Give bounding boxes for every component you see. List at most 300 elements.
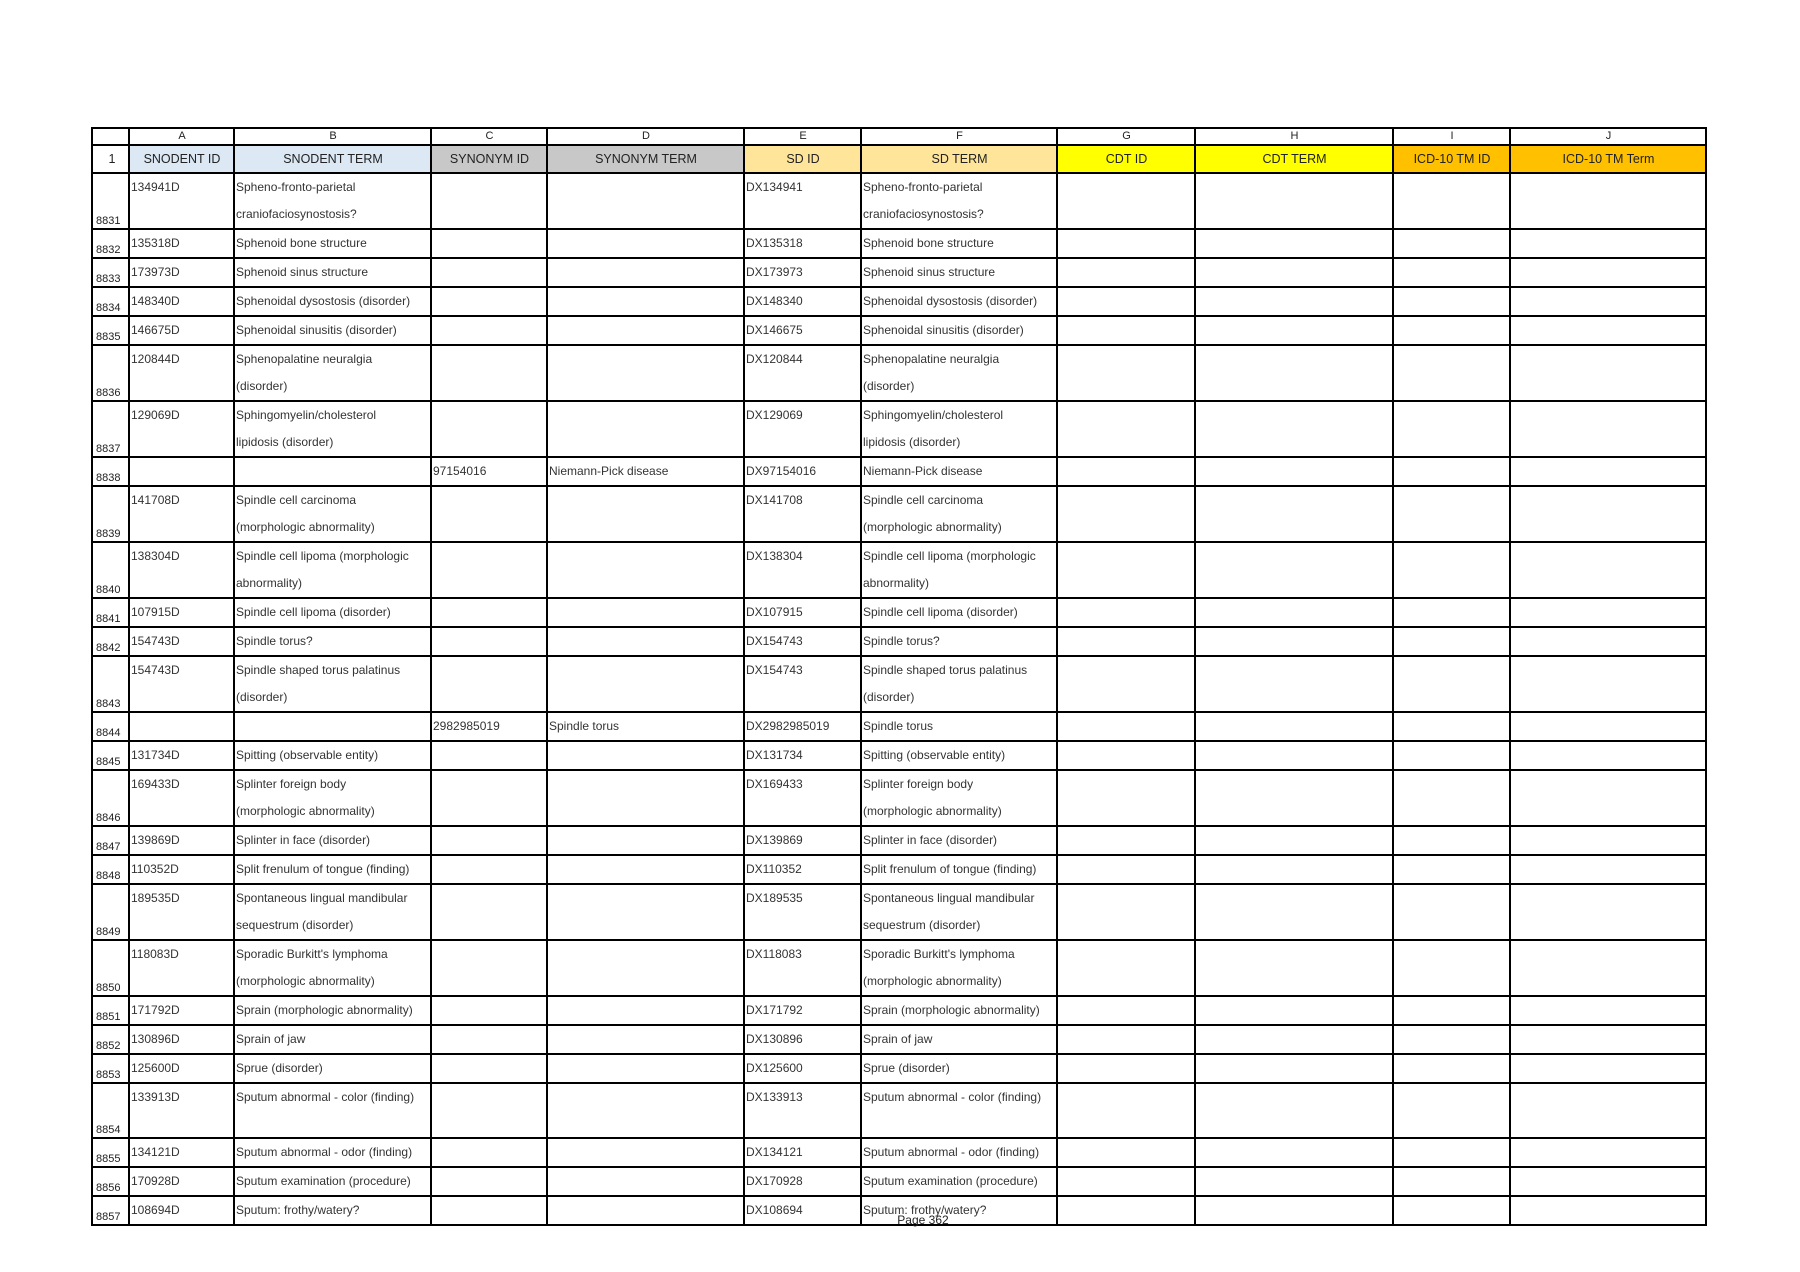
cdt-id-cell[interactable] xyxy=(1057,486,1195,542)
sd-term-cell[interactable] xyxy=(861,1083,1057,1138)
sd-id-cell[interactable] xyxy=(744,656,861,712)
icd10-tm-id-cell[interactable] xyxy=(1393,173,1510,229)
snodent-id-cell[interactable] xyxy=(129,287,234,316)
cdt-term-cell[interactable] xyxy=(1195,1083,1393,1138)
snodent-term-cell[interactable] xyxy=(234,316,431,345)
icd10-tm-term-cell[interactable] xyxy=(1510,1054,1706,1083)
synonym-term-cell[interactable] xyxy=(547,457,744,486)
sd-term-cell[interactable] xyxy=(861,770,1057,826)
snodent-term-cell[interactable] xyxy=(234,1083,431,1138)
icd10-tm-id-cell[interactable] xyxy=(1393,712,1510,741)
icd10-tm-id-cell[interactable] xyxy=(1393,345,1510,401)
sd-id-cell[interactable] xyxy=(744,884,861,940)
snodent-term-cell[interactable] xyxy=(234,287,431,316)
snodent-id-cell[interactable] xyxy=(129,486,234,542)
synonym-id-cell[interactable] xyxy=(431,1054,547,1083)
table-row xyxy=(92,542,1706,598)
icd10-tm-id-cell[interactable] xyxy=(1393,598,1510,627)
column-letter-i[interactable]: I xyxy=(1393,128,1510,145)
snodent-id-cell[interactable] xyxy=(129,457,234,486)
row-number: 8842 xyxy=(92,627,129,656)
synonym-term-cell[interactable] xyxy=(547,316,744,345)
icd10-tm-term-cell[interactable] xyxy=(1510,486,1706,542)
cdt-id-cell[interactable] xyxy=(1057,173,1195,229)
snodent-id-cell[interactable] xyxy=(129,712,234,741)
synonym-term-cell[interactable] xyxy=(547,996,744,1025)
cdt-id-cell[interactable] xyxy=(1057,345,1195,401)
sd-term-line: Spitting (observable entity) xyxy=(863,748,1006,762)
icd10-tm-term-cell[interactable] xyxy=(1510,940,1706,996)
snodent-id-cell[interactable] xyxy=(129,741,234,770)
synonym-id-cell[interactable] xyxy=(431,1083,547,1138)
snodent-id-cell[interactable] xyxy=(129,1138,234,1167)
snodent-term-cell[interactable] xyxy=(234,542,431,598)
cdt-term-cell[interactable] xyxy=(1195,627,1393,656)
synonym-term-cell[interactable] xyxy=(547,826,744,855)
icd10-tm-id-cell[interactable] xyxy=(1393,1025,1510,1054)
snodent-id-cell[interactable] xyxy=(129,656,234,712)
icd10-tm-id-cell[interactable] xyxy=(1393,229,1510,258)
snodent-term-line: Sputum abnormal - odor (finding) xyxy=(236,1145,413,1159)
column-letter-j[interactable]: J xyxy=(1510,128,1706,145)
synonym-id-cell[interactable] xyxy=(431,741,547,770)
sd-id-cell[interactable] xyxy=(744,1138,861,1167)
synonym-id-cell[interactable] xyxy=(431,855,547,884)
cdt-term-cell[interactable] xyxy=(1195,1167,1393,1196)
synonym-term-cell[interactable] xyxy=(547,855,744,884)
synonym-term-cell[interactable] xyxy=(547,884,744,940)
icd10-tm-id-cell[interactable] xyxy=(1393,884,1510,940)
row-number: 8838 xyxy=(92,457,129,486)
synonym-term-cell[interactable] xyxy=(547,486,744,542)
sd-id-cell[interactable] xyxy=(744,996,861,1025)
icd10-tm-term-cell[interactable] xyxy=(1510,287,1706,316)
table-row xyxy=(92,457,1706,486)
sd-term-cell[interactable] xyxy=(861,457,1057,486)
snodent-term-line: (disorder) xyxy=(236,379,288,393)
cdt-term-cell[interactable] xyxy=(1195,598,1393,627)
column-letter-e[interactable]: E xyxy=(744,128,861,145)
snodent-term-cell[interactable] xyxy=(234,656,431,712)
sd-term-cell[interactable] xyxy=(861,598,1057,627)
sd-id-cell-text: DX120844 xyxy=(746,352,803,366)
sd-term-line: Sprain (morphologic abnormality) xyxy=(863,1003,1040,1017)
icd10-tm-term-cell[interactable] xyxy=(1510,1138,1706,1167)
snodent-id-cell[interactable] xyxy=(129,1167,234,1196)
icd10-tm-id-cell[interactable] xyxy=(1393,770,1510,826)
cdt-id-cell[interactable] xyxy=(1057,826,1195,855)
cdt-term-cell[interactable] xyxy=(1195,401,1393,457)
icd10-tm-id-cell[interactable] xyxy=(1393,1083,1510,1138)
cdt-term-cell[interactable] xyxy=(1195,656,1393,712)
icd10-tm-term-cell[interactable] xyxy=(1510,457,1706,486)
synonym-id-cell-text: 97154016 xyxy=(433,464,487,478)
cdt-term-cell[interactable] xyxy=(1195,855,1393,884)
snodent-id-cell[interactable] xyxy=(129,884,234,940)
table-row xyxy=(92,1083,1706,1138)
row-number: 8847 xyxy=(92,826,129,855)
cdt-term-cell[interactable] xyxy=(1195,173,1393,229)
synonym-term-cell[interactable] xyxy=(547,287,744,316)
cdt-id-cell[interactable] xyxy=(1057,316,1195,345)
icd10-tm-id-cell[interactable] xyxy=(1393,826,1510,855)
cdt-term-cell[interactable] xyxy=(1195,457,1393,486)
icd10-tm-term-cell[interactable] xyxy=(1510,770,1706,826)
snodent-id-cell[interactable] xyxy=(129,316,234,345)
table-row xyxy=(92,1167,1706,1196)
icd10-tm-term-cell[interactable] xyxy=(1510,1025,1706,1054)
sd-id-cell[interactable] xyxy=(744,1167,861,1196)
icd10-tm-term-cell[interactable] xyxy=(1510,741,1706,770)
icd10-tm-term-cell[interactable] xyxy=(1510,258,1706,287)
snodent-term-cell[interactable] xyxy=(234,1167,431,1196)
sd-term-cell[interactable] xyxy=(861,1138,1057,1167)
sd-term-cell[interactable] xyxy=(861,996,1057,1025)
synonym-id-cell[interactable] xyxy=(431,173,547,229)
snodent-id-cell[interactable] xyxy=(129,826,234,855)
synonym-term-cell[interactable] xyxy=(547,173,744,229)
row-number: 8853 xyxy=(92,1054,129,1083)
cdt-term-cell[interactable] xyxy=(1195,345,1393,401)
sd-id-cell[interactable] xyxy=(744,1083,861,1138)
cdt-term-cell[interactable] xyxy=(1195,542,1393,598)
cdt-term-cell[interactable] xyxy=(1195,996,1393,1025)
snodent-term-cell[interactable] xyxy=(234,741,431,770)
sd-id-cell[interactable] xyxy=(744,855,861,884)
synonym-id-cell[interactable] xyxy=(431,316,547,345)
sd-term-cell[interactable] xyxy=(861,542,1057,598)
icd10-tm-id-cell[interactable] xyxy=(1393,258,1510,287)
synonym-term-cell[interactable] xyxy=(547,940,744,996)
cdt-term-cell[interactable] xyxy=(1195,316,1393,345)
sd-id-cell[interactable] xyxy=(744,229,861,258)
cdt-id-cell[interactable] xyxy=(1057,457,1195,486)
sd-term-cell[interactable] xyxy=(861,1167,1057,1196)
icd10-tm-id-cell[interactable] xyxy=(1393,542,1510,598)
snodent-term-cell[interactable] xyxy=(234,1138,431,1167)
snodent-id-cell-text: 135318D xyxy=(131,236,180,250)
icd10-tm-term-cell[interactable] xyxy=(1510,542,1706,598)
sd-id-cell[interactable] xyxy=(744,770,861,826)
snodent-term-cell[interactable] xyxy=(234,486,431,542)
icd10-tm-term-cell[interactable] xyxy=(1510,316,1706,345)
sd-id-cell[interactable] xyxy=(744,542,861,598)
synonym-id-cell[interactable] xyxy=(431,229,547,258)
icd10-tm-id-cell[interactable] xyxy=(1393,656,1510,712)
icd10-tm-term-cell[interactable] xyxy=(1510,1083,1706,1138)
icd10-tm-id-cell[interactable] xyxy=(1393,287,1510,316)
sd-term-cell[interactable] xyxy=(861,287,1057,316)
row-number: 8851 xyxy=(92,996,129,1025)
sd-id-cell[interactable] xyxy=(744,457,861,486)
sd-term-cell[interactable] xyxy=(861,1025,1057,1054)
snodent-id-cell[interactable] xyxy=(129,1083,234,1138)
synonym-id-cell[interactable] xyxy=(431,486,547,542)
synonym-id-cell[interactable] xyxy=(431,542,547,598)
snodent-term-cell[interactable] xyxy=(234,1054,431,1083)
icd10-tm-id-cell[interactable] xyxy=(1393,401,1510,457)
synonym-id-cell[interactable] xyxy=(431,940,547,996)
sd-id-cell-text: DX2982985019 xyxy=(746,719,830,733)
sd-term-cell[interactable] xyxy=(861,401,1057,457)
snodent-term-cell[interactable] xyxy=(234,770,431,826)
cdt-term-cell[interactable] xyxy=(1195,884,1393,940)
sd-id-cell[interactable] xyxy=(744,627,861,656)
snodent-term-cell[interactable] xyxy=(234,884,431,940)
synonym-term-cell[interactable] xyxy=(547,656,744,712)
snodent-id-cell[interactable] xyxy=(129,996,234,1025)
cdt-id-cell[interactable] xyxy=(1057,258,1195,287)
icd10-tm-id-cell[interactable] xyxy=(1393,486,1510,542)
synonym-term-cell[interactable] xyxy=(547,229,744,258)
sd-id-cell[interactable] xyxy=(744,1025,861,1054)
synonym-id-cell[interactable] xyxy=(431,770,547,826)
synonym-id-cell[interactable] xyxy=(431,996,547,1025)
cdt-term-cell[interactable] xyxy=(1195,258,1393,287)
snodent-id-cell[interactable] xyxy=(129,258,234,287)
sd-id-cell[interactable] xyxy=(744,258,861,287)
icd10-tm-id-cell[interactable] xyxy=(1393,741,1510,770)
snodent-id-cell[interactable] xyxy=(129,940,234,996)
column-header: ICD-10 TM ID xyxy=(1393,145,1510,173)
synonym-term-cell[interactable] xyxy=(547,1083,744,1138)
cdt-id-cell[interactable] xyxy=(1057,598,1195,627)
snodent-id-cell[interactable] xyxy=(129,770,234,826)
synonym-id-cell[interactable] xyxy=(431,712,547,741)
cdt-id-cell[interactable] xyxy=(1057,542,1195,598)
cdt-term-cell[interactable] xyxy=(1195,940,1393,996)
cdt-id-cell[interactable] xyxy=(1057,627,1195,656)
synonym-term-cell[interactable] xyxy=(547,1167,744,1196)
sd-id-cell[interactable] xyxy=(744,826,861,855)
column-header: SD ID xyxy=(744,145,861,173)
snodent-term-line: Spindle cell lipoma (morphologic xyxy=(236,549,409,563)
snodent-term-cell[interactable] xyxy=(234,712,431,741)
synonym-id-cell[interactable] xyxy=(431,345,547,401)
synonym-term-cell[interactable] xyxy=(547,345,744,401)
sd-term-cell[interactable] xyxy=(861,855,1057,884)
icd10-tm-term-cell[interactable] xyxy=(1510,712,1706,741)
icd10-tm-id-cell[interactable] xyxy=(1393,316,1510,345)
column-letter-d[interactable]: D xyxy=(547,128,744,145)
snodent-term-cell[interactable] xyxy=(234,1025,431,1054)
cdt-term-cell[interactable] xyxy=(1195,741,1393,770)
synonym-term-cell[interactable] xyxy=(547,627,744,656)
snodent-id-cell[interactable] xyxy=(129,229,234,258)
synonym-id-cell[interactable] xyxy=(431,401,547,457)
synonym-term-cell[interactable] xyxy=(547,1025,744,1054)
snodent-term-cell[interactable] xyxy=(234,401,431,457)
snodent-term-cell[interactable] xyxy=(234,457,431,486)
icd10-tm-term-cell[interactable] xyxy=(1510,855,1706,884)
synonym-term-cell[interactable] xyxy=(547,770,744,826)
cdt-term-cell[interactable] xyxy=(1195,770,1393,826)
cdt-term-cell[interactable] xyxy=(1195,1054,1393,1083)
cdt-id-cell[interactable] xyxy=(1057,1025,1195,1054)
sd-id-cell[interactable] xyxy=(744,486,861,542)
icd10-tm-term-cell[interactable] xyxy=(1510,401,1706,457)
column-letter-b[interactable]: B xyxy=(234,128,431,145)
sd-term-cell[interactable] xyxy=(861,486,1057,542)
snodent-term-line: lipidosis (disorder) xyxy=(236,435,334,449)
icd10-tm-id-cell[interactable] xyxy=(1393,996,1510,1025)
icd10-tm-term-cell[interactable] xyxy=(1510,826,1706,855)
icd10-tm-id-cell[interactable] xyxy=(1393,855,1510,884)
cdt-id-cell[interactable] xyxy=(1057,940,1195,996)
column-letter-c[interactable]: C xyxy=(431,128,547,145)
icd10-tm-term-cell[interactable] xyxy=(1510,656,1706,712)
cdt-id-cell[interactable] xyxy=(1057,1167,1195,1196)
sd-term-cell[interactable] xyxy=(861,826,1057,855)
icd10-tm-id-cell[interactable] xyxy=(1393,1054,1510,1083)
synonym-term-cell[interactable] xyxy=(547,712,744,741)
snodent-term-cell[interactable] xyxy=(234,173,431,229)
column-letter-g[interactable]: G xyxy=(1057,128,1195,145)
icd10-tm-term-cell[interactable] xyxy=(1510,627,1706,656)
sd-id-cell[interactable] xyxy=(744,287,861,316)
icd10-tm-id-cell[interactable] xyxy=(1393,1167,1510,1196)
icd10-tm-term-cell[interactable] xyxy=(1510,345,1706,401)
sd-id-cell[interactable] xyxy=(744,316,861,345)
icd10-tm-term-cell[interactable] xyxy=(1510,1167,1706,1196)
sd-term-cell[interactable] xyxy=(861,627,1057,656)
sd-term-line: Niemann-Pick disease xyxy=(863,464,983,478)
column-letter-h[interactable]: H xyxy=(1195,128,1393,145)
cdt-id-cell[interactable] xyxy=(1057,1138,1195,1167)
sd-id-cell[interactable] xyxy=(744,940,861,996)
sd-term-cell[interactable] xyxy=(861,229,1057,258)
snodent-id-cell[interactable] xyxy=(129,855,234,884)
cdt-id-cell[interactable] xyxy=(1057,1083,1195,1138)
snodent-term-cell[interactable] xyxy=(234,855,431,884)
cdt-id-cell[interactable] xyxy=(1057,401,1195,457)
snodent-term-line: Sphingomyelin/cholesterol xyxy=(236,408,377,422)
synonym-term-cell[interactable] xyxy=(547,598,744,627)
cdt-id-cell[interactable] xyxy=(1057,712,1195,741)
synonym-id-cell[interactable] xyxy=(431,258,547,287)
sd-id-cell[interactable] xyxy=(744,345,861,401)
sd-term-cell[interactable] xyxy=(861,656,1057,712)
cdt-id-cell[interactable] xyxy=(1057,229,1195,258)
icd10-tm-term-cell[interactable] xyxy=(1510,229,1706,258)
cdt-id-cell[interactable] xyxy=(1057,770,1195,826)
cdt-term-cell[interactable] xyxy=(1195,486,1393,542)
sd-term-cell[interactable] xyxy=(861,258,1057,287)
cdt-term-cell[interactable] xyxy=(1195,1138,1393,1167)
cdt-term-cell[interactable] xyxy=(1195,712,1393,741)
cdt-term-cell[interactable] xyxy=(1195,1025,1393,1054)
sd-id-cell[interactable] xyxy=(744,598,861,627)
synonym-id-cell[interactable] xyxy=(431,598,547,627)
snodent-id-cell[interactable] xyxy=(129,1054,234,1083)
snodent-id-cell[interactable] xyxy=(129,345,234,401)
icd10-tm-term-cell[interactable] xyxy=(1510,996,1706,1025)
table-row xyxy=(92,229,1706,258)
snodent-term-cell[interactable] xyxy=(234,996,431,1025)
synonym-id-cell[interactable] xyxy=(431,884,547,940)
snodent-id-cell-text: 173973D xyxy=(131,265,180,279)
icd10-tm-term-cell[interactable] xyxy=(1510,598,1706,627)
snodent-term-cell[interactable] xyxy=(234,627,431,656)
synonym-id-cell[interactable] xyxy=(431,457,547,486)
synonym-id-cell[interactable] xyxy=(431,287,547,316)
column-letter-a[interactable]: A xyxy=(129,128,234,145)
synonym-term-cell[interactable] xyxy=(547,1054,744,1083)
sd-term-cell[interactable] xyxy=(861,712,1057,741)
sd-term-line: Spindle cell lipoma (morphologic xyxy=(863,549,1036,563)
sd-id-cell-text: DX134121 xyxy=(746,1145,803,1159)
snodent-term-cell[interactable] xyxy=(234,258,431,287)
snodent-id-cell[interactable] xyxy=(129,598,234,627)
snodent-id-cell[interactable] xyxy=(129,1025,234,1054)
synonym-term-cell[interactable] xyxy=(547,401,744,457)
snodent-id-cell[interactable] xyxy=(129,401,234,457)
sd-term-cell[interactable] xyxy=(861,1054,1057,1083)
snodent-term-cell[interactable] xyxy=(234,229,431,258)
snodent-term-cell[interactable] xyxy=(234,345,431,401)
cdt-id-cell[interactable] xyxy=(1057,741,1195,770)
cdt-term-cell[interactable] xyxy=(1195,287,1393,316)
sd-id-cell[interactable] xyxy=(744,1054,861,1083)
snodent-id-cell-text: 133913D xyxy=(131,1090,180,1104)
cdt-term-cell[interactable] xyxy=(1195,229,1393,258)
sd-term-cell[interactable] xyxy=(861,173,1057,229)
cdt-id-cell[interactable] xyxy=(1057,884,1195,940)
cdt-id-cell[interactable] xyxy=(1057,855,1195,884)
synonym-term-cell[interactable] xyxy=(547,1138,744,1167)
sd-id-cell[interactable] xyxy=(744,712,861,741)
synonym-id-cell[interactable] xyxy=(431,656,547,712)
sd-term-cell[interactable] xyxy=(861,940,1057,996)
column-letter-f[interactable]: F xyxy=(861,128,1057,145)
synonym-term-cell[interactable] xyxy=(547,542,744,598)
sd-id-cell[interactable] xyxy=(744,741,861,770)
snodent-id-cell[interactable] xyxy=(129,627,234,656)
synonym-term-cell[interactable] xyxy=(547,741,744,770)
synonym-id-cell[interactable] xyxy=(431,1138,547,1167)
sd-id-cell-text: DX138304 xyxy=(746,549,803,563)
sd-id-cell[interactable] xyxy=(744,401,861,457)
cdt-term-cell[interactable] xyxy=(1195,826,1393,855)
sd-term-cell[interactable] xyxy=(861,345,1057,401)
sd-term-cell[interactable] xyxy=(861,741,1057,770)
synonym-id-cell[interactable] xyxy=(431,1167,547,1196)
snodent-term-cell[interactable] xyxy=(234,598,431,627)
cdt-id-cell[interactable] xyxy=(1057,287,1195,316)
synonym-term-cell[interactable] xyxy=(547,258,744,287)
icd10-tm-id-cell[interactable] xyxy=(1393,627,1510,656)
icd10-tm-id-cell[interactable] xyxy=(1393,940,1510,996)
cdt-id-cell[interactable] xyxy=(1057,656,1195,712)
snodent-id-cell[interactable] xyxy=(129,173,234,229)
cdt-id-cell[interactable] xyxy=(1057,996,1195,1025)
sd-term-cell[interactable] xyxy=(861,884,1057,940)
snodent-term-cell[interactable] xyxy=(234,826,431,855)
snodent-id-cell[interactable] xyxy=(129,542,234,598)
synonym-id-cell[interactable] xyxy=(431,627,547,656)
icd10-tm-term-cell[interactable] xyxy=(1510,884,1706,940)
snodent-term-cell[interactable] xyxy=(234,940,431,996)
icd10-tm-id-cell[interactable] xyxy=(1393,457,1510,486)
cdt-id-cell[interactable] xyxy=(1057,1054,1195,1083)
icd10-tm-id-cell[interactable] xyxy=(1393,1138,1510,1167)
synonym-id-cell[interactable] xyxy=(431,826,547,855)
sd-id-cell[interactable] xyxy=(744,173,861,229)
sd-term-line: Sputum abnormal - odor (finding) xyxy=(863,1145,1040,1159)
sd-term-cell[interactable] xyxy=(861,316,1057,345)
synonym-id-cell[interactable] xyxy=(431,1025,547,1054)
icd10-tm-term-cell[interactable] xyxy=(1510,173,1706,229)
